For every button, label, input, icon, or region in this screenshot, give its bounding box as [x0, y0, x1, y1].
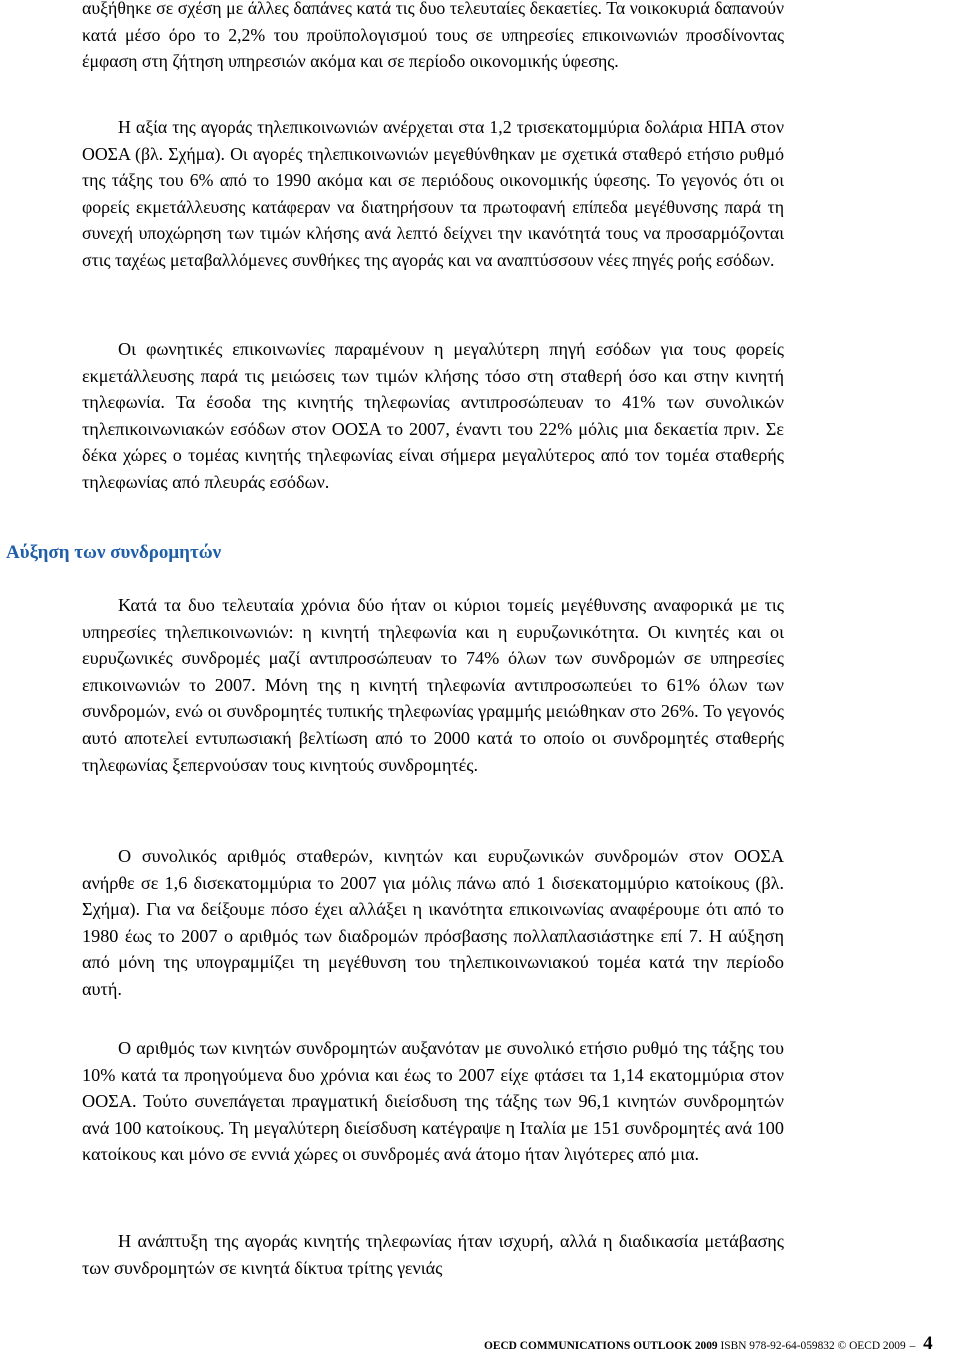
- paragraph: Ο συνολικός αριθμός σταθερών, κινητών και ευρυζωνικών συνδρομών στον ΟΟΣΑ ανήρθε σε 1,6 δισεκατομμύρια το 2007 για μόλις πάνω από 1 δισεκατομμύριο κατοίκους (βλ. Σχήμα). Για να δείξουμε πόσο έχει αλλάξει η ικανότητα επικοινωνίας αναφέρουμε ότι από το 1980 έως το 2007 ο αριθμός των διαδρομών πρόσβασης πολλαπλασιάστηκε επί 7. Η αύξηση από μόνη της υπογραμμίζει τη μεγέθυνση του τηλεπικοινωνιακού τομέα κατά την περίοδο αυτή.: [82, 846, 784, 999]
- footer-copyright: © OECD 2009: [837, 1340, 906, 1352]
- footer-isbn: ISBN 978-92-64-059832: [720, 1340, 835, 1352]
- paragraph: Οι φωνητικές επικοινωνίες παραμένουν η μεγαλύτερη πηγή εσόδων για τους φορείς εκμετάλλευσης παρά τις μειώσεις των τιμών κλήσης τόσο στη σταθερή όσο και στην κινητή τηλεφωνία. Τα έσοδα της κινητής τηλεφωνίας αντιπροσώπευαν το 41% των συνολικών τηλεπικοινωνιακών εσόδων στον ΟΟΣΑ το 2007, έναντι του 22% μόλις μια δεκαετία πριν. Σε δέκα χώρες ο τομέας κινητής τηλεφωνίας είναι σήμερα μεγαλύτερος από τον τομέα σταθερής τηλεφωνίας από πλευράς εσόδων.: [82, 339, 784, 492]
- paragraph: Η ανάπτυξη της αγοράς κινητής τηλεφωνίας ήταν ισχυρή, αλλά η διαδικασία μετάβασης των συνδρομητών σε κινητά δίκτυα τρίτης γενιάς: [82, 1231, 784, 1278]
- paragraph: αυξήθηκε σε σχέση με άλλες δαπάνες κατά τις δυο τελευταίες δεκαετίες. Τα νοικοκυριά δαπανούν κατά μέσο όρο το 2,2% του προϋπολογισμού τους σε υπηρεσίες επικοινωνιών προσδίνοντας έμφαση στη ζήτηση υπηρεσιών ακόμα και σε περίοδο οικονομικής ύφεσης.: [82, 0, 784, 72]
- paragraph: Η αξία της αγοράς τηλεπικοινωνιών ανέρχεται στα 1,2 τρισεκατομμύρια δολάρια ΗΠΑ στον ΟΟΣΑ (βλ. Σχήμα). Οι αγορές τηλεπικοινωνιών μεγεθύνθηκαν με σχετικά σταθερό ετήσιο ρυθμό της τάξης του 6% από το 1990 ακόμα και σε περιόδους οικονομικής ύφεσης. Το γεγονός ότι οι φορείς εκμετάλλευσης κατάφεραν να διατηρήσουν τα πρωτοφανή επίπεδα μεγέθυνσης παρά τη συνεχή υποχώρηση των τιμών κλήσης ανά λεπτό δείχνει την ικανότητά τους να προσαρμόζονται στις ταχέως μεταβαλλόμενες συνθήκες της αγοράς και να αναπτύσσουν νέες πηγές ροής εσόδων.: [82, 117, 784, 270]
- paragraph: Κατά τα δυο τελευταία χρόνια δύο ήταν οι κύριοι τομείς μεγέθυνσης αναφορικά με τις υπηρεσίες τηλεπικοινωνιών: η κινητή τηλεφωνία και η ευρυζωνικότητα. Οι κινητές και οι ευρυζωνικές συνδρομές μαζί αντιπροσώπευαν το 74% όλων των συνδρομών σε υπηρεσίες επικοινωνιών το 2007. Μόνη της η κινητή τηλεφωνία αντιπροσωπεύει το 61% όλων των συνδρομών, ενώ οι συνδρομητές τυπικής τηλεφωνίας γραμμής μειώθηκαν στο 26%. Το γεγονός αυτό αποτελεί εντυπωσιακή βελτίωση από το 2000 κατά το οποίο οι συνδρομητές σταθερής τηλεφωνίας ξεπερνούσαν τους κινητούς συνδρομητές.: [82, 595, 784, 775]
- page-number: 4: [923, 1333, 933, 1354]
- paragraph: Ο αριθμός των κινητών συνδρομητών αυξανόταν με συνολικό ετήσιο ρυθμό της τάξης του 10% κατά τα προηγούμενα δυο χρόνια και έως το 2007 είχε φτάσει τα 1,14 εκατομμύρια στον ΟΟΣΑ. Τούτο συνεπάγεται πραγματική διείσδυση της τάξης των 96,1 κινητών συνδρομητών ανά 100 κατοίκους. Τη μεγαλύτερη διείσδυση κατέγραψε η Ιταλία με 151 συνδρομητές ανά 100 κατοίκους και μόνο σε εννιά χώρες οι συνδρομές ανά άτομο ήταν λιγότερες από μια.: [82, 1038, 784, 1165]
- footer-dash: –: [909, 1340, 916, 1352]
- section-heading: Αύξηση των συνδρομητών: [6, 542, 222, 563]
- page-footer: [484, 1334, 956, 1356]
- footer-publication: OECD COMMUNICATIONS OUTLOOK 2009: [484, 1340, 718, 1352]
